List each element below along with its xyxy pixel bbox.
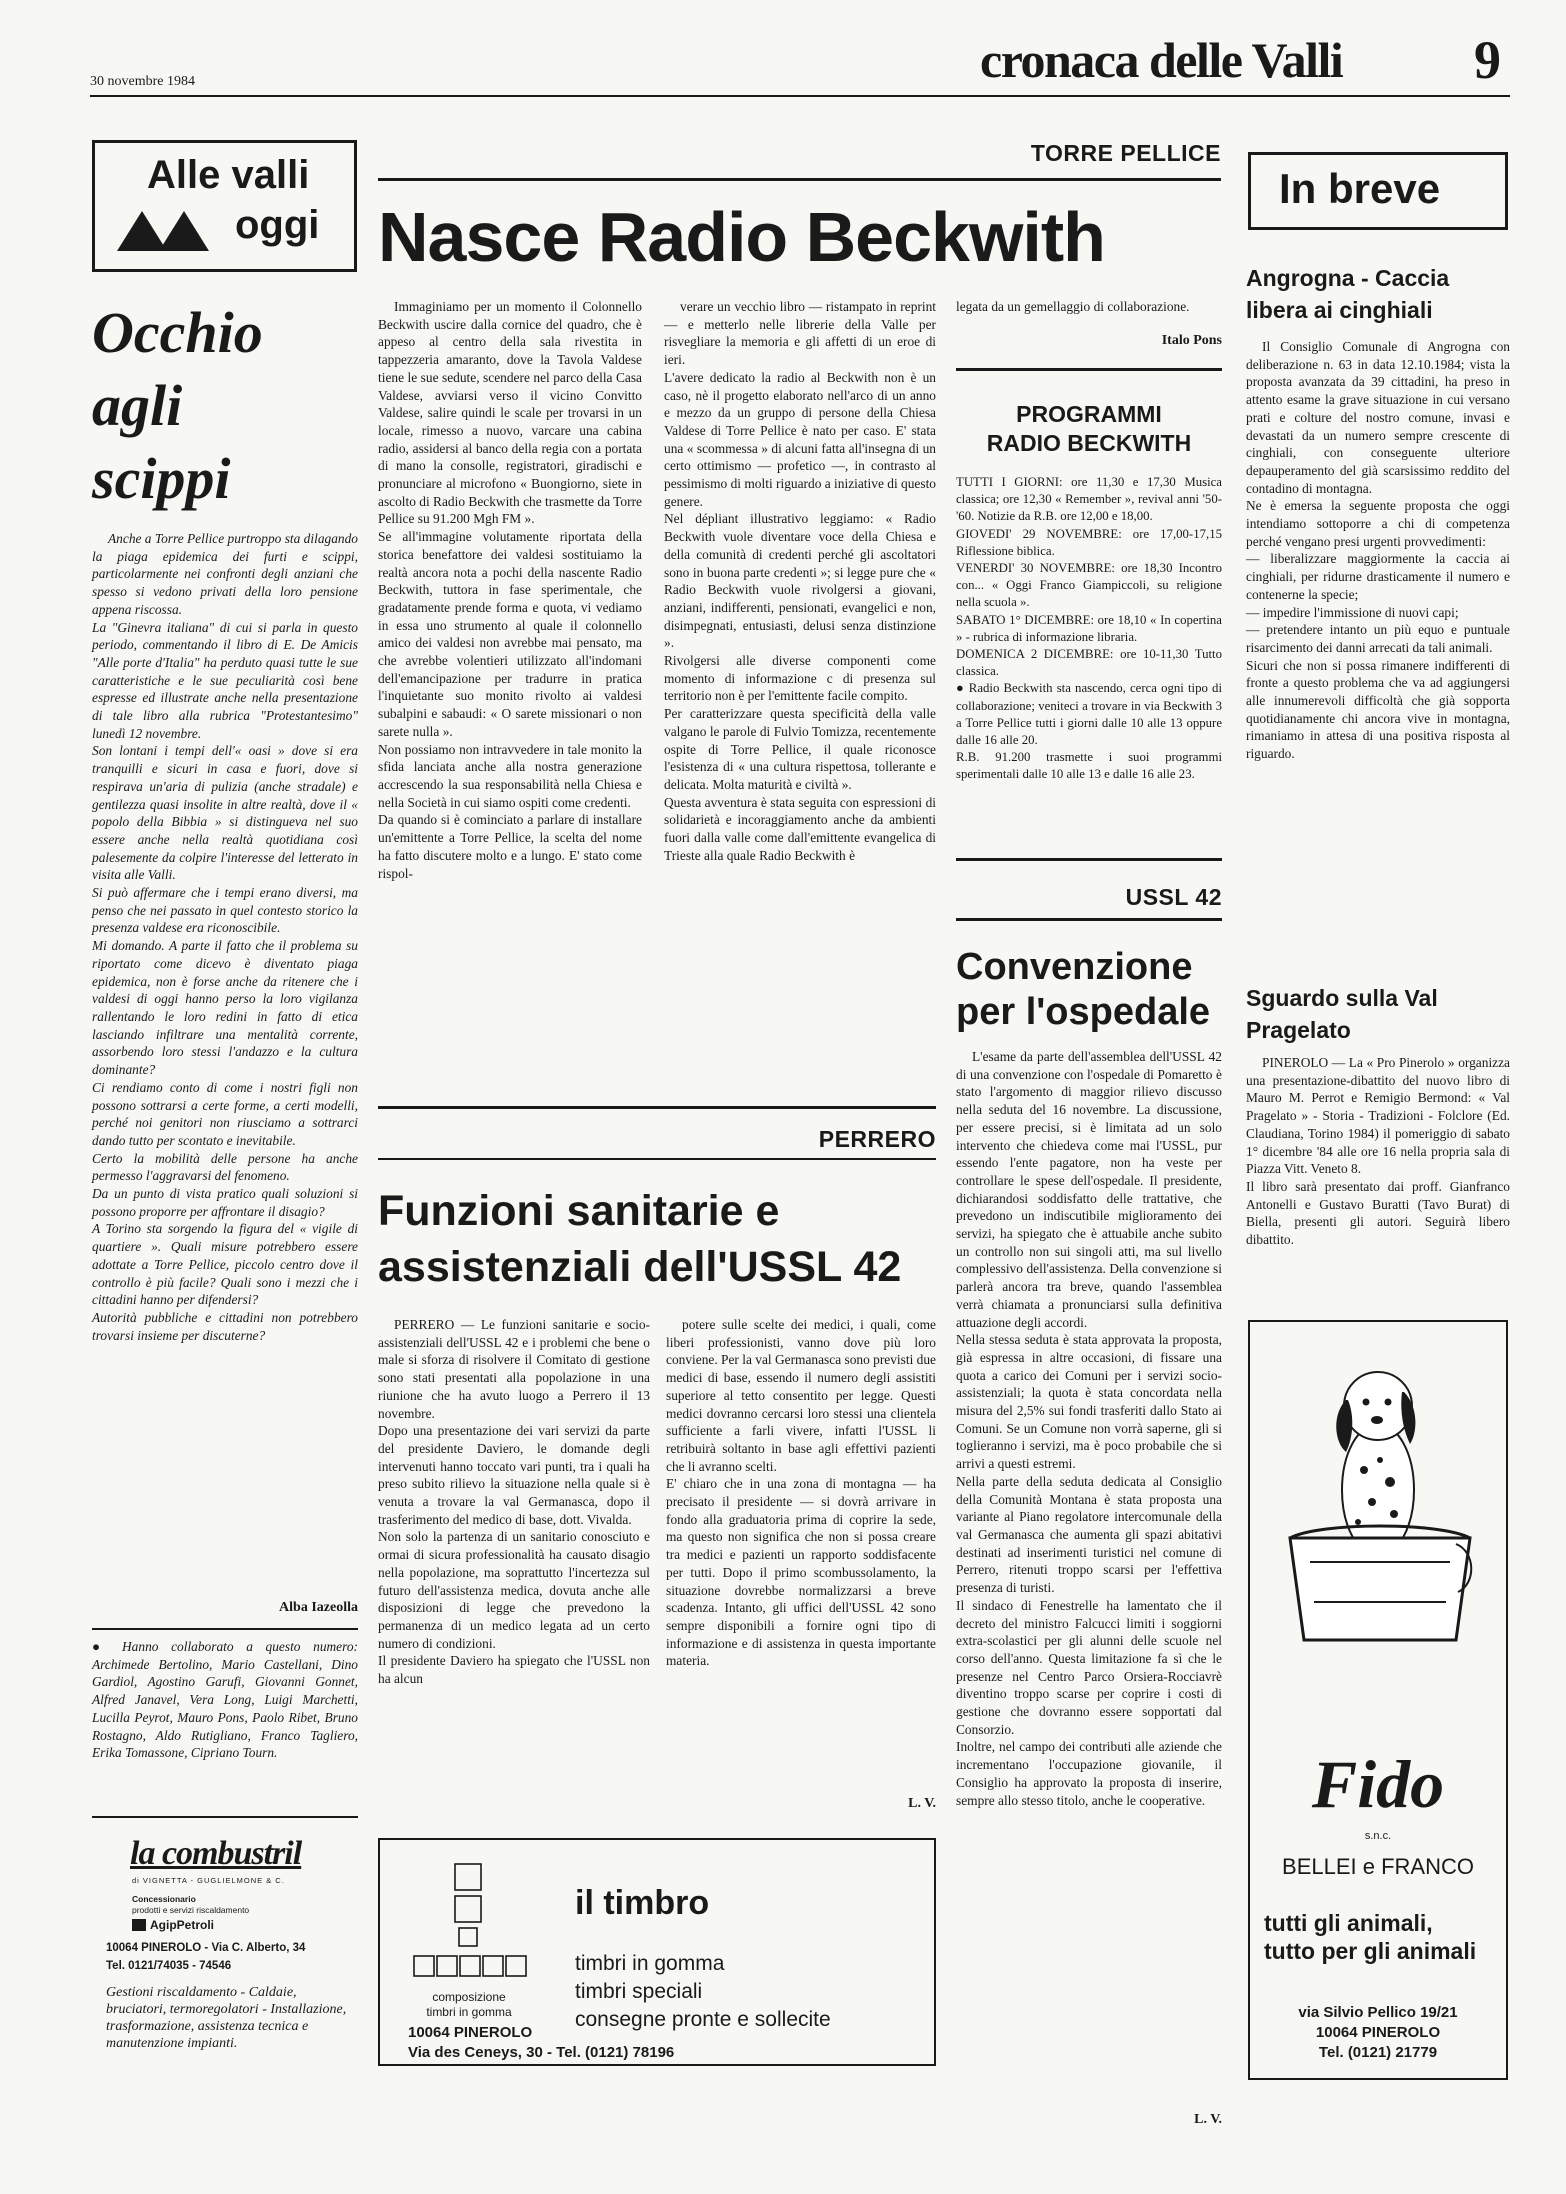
in-breve-body2: PINEROLO — La « Pro Pinerolo » organizza una presentazione-dibattito del nuovo libro di Mauro M. Perrot e Remigio Bermond: « Val Pragelato » - Storia - Tradizioni - Folclore (Ed. Claudiana, Torino 1984) il pomeriggio di sabato 1° dicembre '84 alle ore 16 nella propria sala di Piazza Vitt. Veneto 8. Il libro sarà presentato dai proff. Gianfranco Antonelli e Gustavo Buratti (Tavo Burat) di Biella, presenti gli autori. Seguirà libero dibattito. [1246,1055,1510,1248]
alle-valli-line2: oggi [235,203,320,247]
fido-address1: via Silvio Pellico 19/21 [1298,2004,1458,2021]
combustril-concession2: prodotti e servizi riscaldamento [132,1905,250,1915]
alle-valli-body: Anche a Torre Pellice purtroppo sta dilagando la piaga epidemica dei furti e scippi, particolarmente nei confronti degli anziani che spesso si vedono privati della loro pensione appena riscossa. La "Ginevra italiana" di cui si parla in questo periodo, commentando il libro di E. De Amicis "Alle porte d'Italia" ha perduto quasi tutte le sue caratteristiche e le sue peculiarità così bene espresse ed illustrate anche nella presentazione di tale libro alla rubrica "Protestantesimo" lunedì 12 novembre. Son lontani i tempi dell'« oasi » dove si era tranquilli e sicuri in casa e fuori, dove si respirava un'aria di pulizia (anche stradale) e gentilezza quasi insolite in altre realtà, dove il « popolo della Bibbia » si distingueva nel suo essere anche nella realtà quotidiana così palesemente da colpire l'interesse del letterato in visita alle Valli. Si può affermare che i tempi erano diversi, ma penso che nei passato in quel contesto storico la presenza valdese era riconoscibile. Mi domando. A parte il fatto che il problema su riportato come dicevo è diventato piaga epidemica, non è forse anche da ritenere che i valdesi di oggi hanno perso la loro vigilanza rallentando le loro redini in fatto di etica lasciando infiltrare una mentalità corrente, assorbendo loro stessi l'andazzo e la cultura dominante? Ci rendiamo conto di come i nostri figli non possono sottrarsi a certe forme, a certi modelli, perché noi genitori non riusciamo a sottrarci dando tutto per scontato e inevitabile. Certo la mobilità delle persone ha anche permesso l'aggravarsi del fenomeno. Da un punto di vista pratico quali soluzioni si possono proporre per affrontare il disagio? A Torino sta sorgendo la figura del « vigile di quartiere ». Quali misure potrebbero essere adottate a Torre Pellice, piccolo centro dove il controllo è più facile? Quali sono i mezzi che i cittadini hanno per difendersi? Autorità pubbliche e cittadini non potrebbero trovarsi insieme per discuterne? [92,531,358,1343]
programmi-top-rule [956,368,1222,371]
radio-top-rule [378,178,1221,181]
combustril-text: Gestioni riscaldamento - Caldaie, bruciatori, termoregolatori - Installazione, trasformazione, assistenza tecnica e manutenzione impianti. [106,1985,347,2051]
alle-valli-line1: Alle valli [147,153,310,197]
header-rule [90,95,1510,97]
fido-tag1: tutti gli animali, [1264,1910,1433,1936]
collab-rule [92,1628,358,1630]
in-breve-box [1248,152,1508,230]
convenzione-body: L'esame da parte dell'assemblea dell'USSL 42 di una convenzione con l'ospedale di Pomaretto è stato l'argomento di maggior rilievo discusso nella seduta del 16 novembre. La discussione, per essere precisi, si è limitata ad un solo intervento che chiedeva come mai l'USSL, pur essendo l'ente pagatore, non ha veste per controllare le spese dell'ospedale. Il presidente, dichiarandosi soddisfatto delle trattative, che prevedono un indiscutibile miglioramento dei servizi, ha spiegato che è attuabile anche subito un controllo non sui singoli atti, ma sul livello complessivo dell'assistenza. Della convenzione si parlerà ancora tra breve, quando l'assemblea verrà chiamata a pronunciarsi sulla definitiva attuazione degli accordi. Nella stessa seduta è stata approvata la proposta, già espressa in altre occasioni, di fissare una quota a carico dei Comuni per i servizi socio-assistenziali; la quota è stata concordata nella misura del 2,5% sui fondi trasferiti dallo Stato ai Comuni. Se un Comune non vorrà saperne, gli si toglieranno i servizi, ma è poco probabile che si arrivi a questi estremi. Nella parte della seduta dedicata al Consiglio della Comunità Montana è stata proposta una variante al Piano regolatore intercomunale della val Germanasca che aumenta gli spazi abitativi destinati ad inserimenti turistici nel comune di Perrero, ritenuti troppo scarsi per l'effettiva presenza di turisti. Il sindaco di Fenestrelle ha lamentato che il decreto del ministro Falcucci limiti i soggiorni extra-scolastici per gli alunni delle scuole nel corso dell'anno. Questa limitazione fa sì che le presenze nel Centro Parco Orsiera-Rocciavrè diventino troppo scarse per coprire i costi di gestione che dovranno essere sopportati dal Consorzio. Inoltre, nel campo dei contributi alle aziende che incrementano l'occupazione giovanile, il Consiglio ha approvato la proposta di inserire, sempre allo stesso titolo, anche le cooperative. [956,1049,1222,1808]
mountains-icon [117,209,217,251]
alle-valli-signature: Alba Iazeolla [279,1600,358,1615]
timbro-address: Via des Ceneys, 30 - Tel. (0121) 78196 [408,2044,675,2061]
timbro-logo-caption1: composizione [432,1990,506,2004]
page-number: 9 [1474,30,1501,90]
combustril-brand: la combustril [130,1835,302,1872]
ussl-col1: PERRERO — Le funzioni sanitarie e socio-assistenziali dell'USSL 42 e i problemi che bene o male si sforza di risolvere il Comitato di gestione sono stati presentati alla popolazione in una riunione che ha avuto luogo a Perrero il 13 novembre. Dopo una presentazione dei vari servizi da parte del presidente Daviero, le domande degli intervenuti hanno toccato vari punti, tra i quali ha preso subito rilievo la situazione nella quale si è venuta a trovare la val Germanasca, dopo il trasferimento del medico di base, dott. Vivalda. Non solo la partenza di un sanitario conosciuto e ormai di sicura professionalità ha causato disagio nella popolazione, ma soprattutto l'incertezza sul futuro dell'assistenza medica, dovuta anche alle disposizioni di legge che prevedono la permanenza di un medico legata ad un certo numero di condizioni. Il presidente Daviero ha spiegato che l'USSL non ha alcun [378,1317,650,1687]
alle-valli-headline: Occhio agli scippi [92,300,263,511]
convenzione-kicker: USSL 42 [1125,884,1222,910]
ussl-signature: L. V. [908,1796,936,1811]
ad-combustril [92,1816,358,2068]
stamp-blocks-logo-icon [410,1862,528,1988]
timbro-title: il timbro [575,1884,710,1922]
in-breve-title: In breve [1279,165,1441,212]
convenzione-headline1: Convenzione [956,946,1193,988]
fido-brand: Fido [1311,1746,1445,1822]
timbro-logo-caption2: timbri in gomma [426,2005,512,2019]
issue-date: 30 novembre 1984 [90,74,195,89]
fido-tel: Tel. (0121) 21779 [1318,2044,1438,2061]
combustril-sub: di VIGNETTA - GUGLIELMONE & C. [132,1876,285,1885]
radio-signature: Italo Pons [1161,333,1222,348]
ussl-headline1: Funzioni sanitarie e [378,1187,780,1235]
in-breve-body1: Il Consiglio Comunale di Angrogna con deliberazione n. 63 in data 12.10.1984; vista la proposta avanzata da 39 cittadini, ha preso in attento esame la grave situazione in cui versano prati e colture del nostro comune, invasi e devastati da un numero sempre crescente di cinghiali, con conseguente ulteriore depauperamento del già scarsissimo reddito del contadino di montagna. Ne è emersa la seguente proposta che oggi intendiamo sottoporre a chi di competenza perché vengano presi urgenti provvedimenti: — liberalizzare maggiormente la caccia ai cinghiali, per ridurne drasticamente il numero e contenerne la specie; — impedire l'immissione di nuovi capi; — pretendere intanto un più equo e puntuale risarcimento dei danni arrecati da tali animali. Sicuri che non si possa rimanere indifferenti di fronte a questo problema che va ad aggiungersi alle innumerevoli difficoltà che già sopporta quotidianamente chi ancora vive in montagna, rimaniamo in attesa di una positiva risposta al riguardo. [1246,339,1510,762]
radio-col1: Immaginiamo per un momento il Colonnello Beckwith uscire dalla cornice del quadro, che è appeso al centro della sala rivestita in tappezzeria amaranto, dove la Tavola Valdese tiene le sue sedute, scendere nel parco della Casa Valdese, avviarsi verso il vicino Convitto Valdese, salire quindi le scale per trovarsi in un locale, rimesso a nuovo, varcare una cabina radio, assidersi al banco della regia con a portata di mano la consolle, registratori, giradischi e pronunciare al microfono « Buongiorno, siete in ascolto di Radio Beckwith che trasmette da Torre Pellice su 91.200 Mgh FM ». Se all'immagine volutamente riportata della storica benefattore dei valdesi sostituiamo la realtà ancora nota a pochi della nascente Radio Beckwith, tuttora in fase sperimentale, che gradatamente prende forma e quota, vi vediamo in essa uno strumento al quale il colonnello amico dei valdesi non avrebbe mai pensato, ma che avrebbe volentieri utilizzato all'indomani dell'emancipazione per tradurre in pratica l'inquietante suo monito rivolto ai valdesi subalpini e sabaudi: « O sarete missionari o non sarete nulla ». Non possiamo non intravvedere in tale monito la sfida lanciata anche alla nostra generazione accrescendo la sua responsabilità nella Chiesa e nella Società in cui siamo ospiti come credenti. Da quando si è cominciato a parlare di installare un'emittente a Torre Pellice, la scelta del nome ha fatto discutere molto e a lungo. E' stato come rispol- [378,299,642,881]
combustril-agip: AgipPetroli [150,1918,215,1932]
convenzione-rule [956,918,1222,921]
collaborators-note: ● Hanno collaborato a questo numero: Archimede Bertolino, Mario Castellani, Dino Gardiol, Agostino Garufi, Giovanni Gonnet, Alfred Janavel, Vera Long, Luigi Marchetti, Lucilla Peyrot, Mauro Pons, Paolo Ribet, Bruno Rostagno, Aldo Rutigliano, Franco Tagliero, Erika Tomassone, Cipriano Tourn. [92,1639,358,1761]
fido-tag2: tutto per gli animali [1264,1938,1477,1964]
combustril-tel: Tel. 0121/74035 - 74546 [106,1960,232,1972]
timbro-line3: consegne pronte e sollecite [575,2008,831,2031]
combustril-address: 10064 PINEROLO - Via C. Alberto, 34 [106,1942,306,1954]
timbro-line2: timbri speciali [575,1980,703,2003]
fido-snc: s.n.c. [1364,1830,1392,1842]
section-title: cronaca delle Valli [980,32,1343,88]
ussl-headline2: assistenziali dell'USSL 42 [378,1243,902,1291]
radio-col2: verare un vecchio libro — ristampato in reprint — e metterlo nelle librerie della Valle per risvegliare la memoria e gli affetti di un eroe di ieri. L'avere dedicato la radio al Beckwith non è un caso, nè il progetto elaborato nell'arco di un anno e mezzo da un gruppo di persone della Chiesa Valdese di Torre Pellice è nato per caso. E' stata una « scommessa » di alcuni fatta all'insegna di un certo ottimismo — profetico —, in contrasto al pessimismo di molti riguardo a iniziative di questo genere. Nel dépliant illustrativo leggiamo: « Radio Beckwith vuole diventare voce della Chiesa e della comunità di credenti perché gli ascoltatori sono in buona parte credenti »; si legge pure che « Radio Beckwith vuole rivolgersi a giovani, anziani, indifferenti, pensionati, evangelici e non, disimpegnati, entusiasti, delusi senza distinzione ». Rivolgersi alle diverse componenti come momento di informazione c di presenza sul territorio non è per l'emittente facile compito. Per caratterizzare questa specificità della valle valgano le parole di Fulvio Tomizza, recentemente ospite di Torre Pellice, il quale riconosce l'esistenza di « una cultura rispettosa, tollerante e delicata. Molta maturità e civiltà ». Questa avventura è stata seguita con espressioni di solidarietà e incoraggiamento anche da ambienti fuori dalla valle come dall'emittente evangelica di Trieste alla quale Radio Beckwith è [664,299,936,863]
ad-fido [1248,1320,1508,2080]
fido-owners: BELLEI e FRANCO [1282,1854,1474,1879]
convenzione-signature: L. V. [1194,2112,1222,2127]
agip-dog-icon [132,1919,146,1931]
convenzione-headline2: per l'ospedale [956,991,1211,1033]
radio-col3: legata da un gemellaggio di collaborazione. [956,299,1190,314]
ad-timbro [378,1838,936,2066]
alle-valli-box [92,140,357,272]
ussl-kicker-rule [378,1158,936,1160]
ussl-top-rule [378,1106,936,1109]
ussl-kicker: PERRERO [818,1126,936,1152]
timbro-line1: timbri in gomma [575,1952,725,1975]
in-breve-h1: Angrogna - Caccia libera ai cinghiali [1246,265,1450,323]
in-breve-h2: Sguardo sulla Val Pragelato [1246,985,1438,1043]
dalmatian-dog-illustration-icon [1280,1362,1480,1662]
fido-address2: 10064 PINEROLO [1315,2024,1441,2041]
programmi-title2: RADIO BECKWITH [986,430,1192,456]
programmi-body: TUTTI I GIORNI: ore 11,30 e 17,30 Musica classica; ore 12,30 « Remember », revival anni '50-'60. Notizie da R.B. ore 12,00 e 18,00. GIOVEDI' 29 NOVEMBRE: ore 17,00-17,15 Riflessione biblica. VENERDI' 30 NOVEMBRE: ore 18,30 Incontro con... « Oggi Franco Giampiccoli, su religione nella scuola ». SABATO 1° DICEMBRE: ore 18,10 « In copertina » - rubrica di informazione libraria. DOMENICA 2 DICEMBRE: ore 10-11,30 Tutto classica. ● Radio Beckwith sta nascendo, cerca ogni tipo di collaborazione; veniteci a trovare in via Beckwith 3 a Torre Pellice tutti i giorni dalle 10 alle 13 oppure dalle 16 alle 20. R.B. 91.200 trasmette i suoi programmi sperimentali dalle 10 alle 13 e dalle 16 alle 23. [956,475,1222,782]
timbro-city: 10064 PINEROLO [408,2024,533,2041]
combustril-concession1: Concessionario [132,1894,196,1904]
radio-headline: Nasce Radio Beckwith [378,198,1105,276]
radio-kicker: TORRE PELLICE [1030,140,1221,166]
ussl-col2: potere sulle scelte dei medici, i quali, come liberi professionisti, vanno dove più loro conviene. Per la val Germanasca sono previsti due medici di base, essendo il numero degli assistiti superiore al tetto consentito per legge. Questi medici dovranno cercarsi loro stessi una clientela sufficiente a farli vivere, infatti l'USSL li retribuirà soltanto in base agli effettivi pazienti che li avranno scelti. E' chiaro che in una zona di montagna — ha precisato il presidente — si dovrà arrivare in fondo alla graduatoria prima di coprire la sede, ma questo non significa che non si possa creare tra medici e pazienti un rapporto soddisfacente per tutti. Dopo il primo scombussolamento, la situazione dovrebbe normalizzarsi a breve scadenza. Intanto, gli uffici dell'USSL 42 sono sempre disponibili a fornire ogni tipo di informazione e di assistenza in questa importante materia. [666,1317,936,1669]
programmi-title1: PROGRAMMI [1016,401,1162,427]
programmi-bottom-rule [956,858,1222,861]
